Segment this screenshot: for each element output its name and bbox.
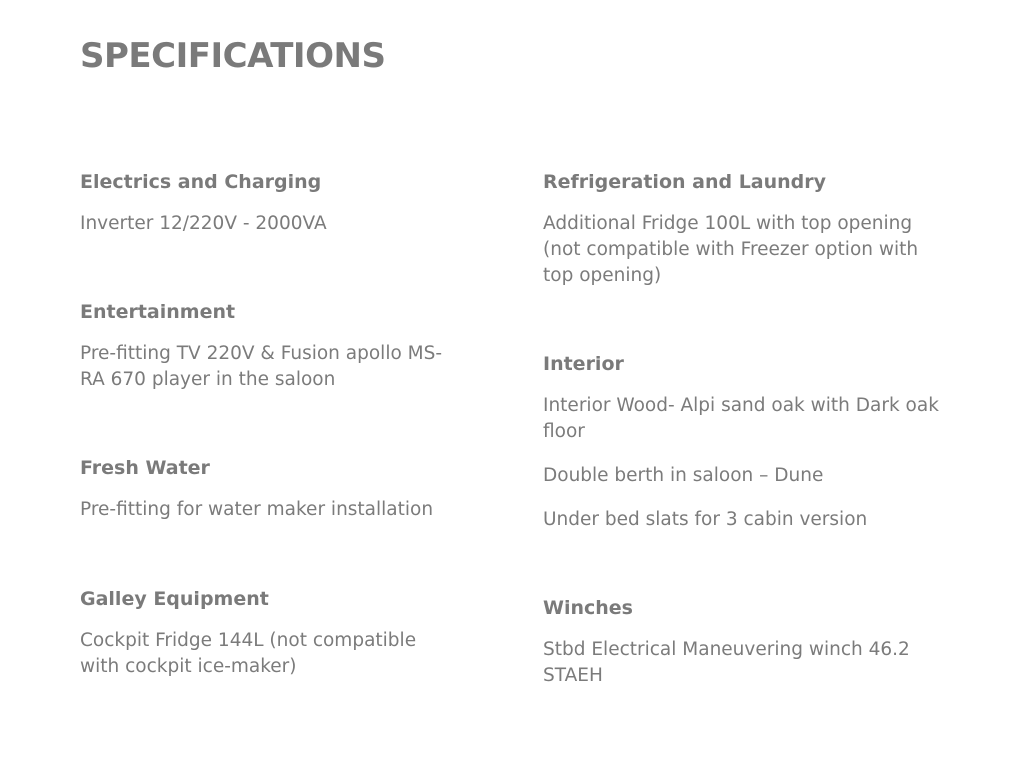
section-heading-refrigeration: Refrigeration and Laundry [543,171,827,193]
section-galley [80,586,460,698]
section-electrics [80,169,480,255]
spec-item: Pre-fitting TV 220V & Fusion apollo MS-RA 670 player in the saloon [80,343,443,390]
spec-item: Inverter 12/220V - 2000VA [80,213,327,234]
spec-item: Stbd Electrical Maneuvering winch 46.2 STAEH [543,639,910,686]
section-interior [543,351,943,551]
section-heading-electrics: Electrics and Charging [80,171,322,193]
section-entertainment [80,299,460,411]
spec-item: Additional Fridge 100L with top opening (not compatible with Freezer option with top opening) [543,213,919,286]
spec-item: Interior Wood- Alpi sand oak with Dark oak floor [543,395,939,442]
section-winches [543,595,923,707]
section-refrigeration [543,169,943,307]
section-heading-fresh-water: Fresh Water [80,457,210,479]
section-heading-winches: Winches [543,597,633,619]
section-heading-interior: Interior [543,353,624,375]
page-title: SPECIFICATIONS [80,36,386,76]
spec-item: Double berth in saloon – Dune [543,465,824,486]
section-fresh-water [80,455,480,541]
spec-item: Under bed slats for 3 cabin version [543,509,868,530]
section-heading-galley: Galley Equipment [80,588,269,610]
spec-item: Pre-fitting for water maker installation [80,499,434,520]
spec-item: Cockpit Fridge 144L (not compatible with cockpit ice-maker) [80,630,417,677]
section-heading-entertainment: Entertainment [80,301,236,323]
